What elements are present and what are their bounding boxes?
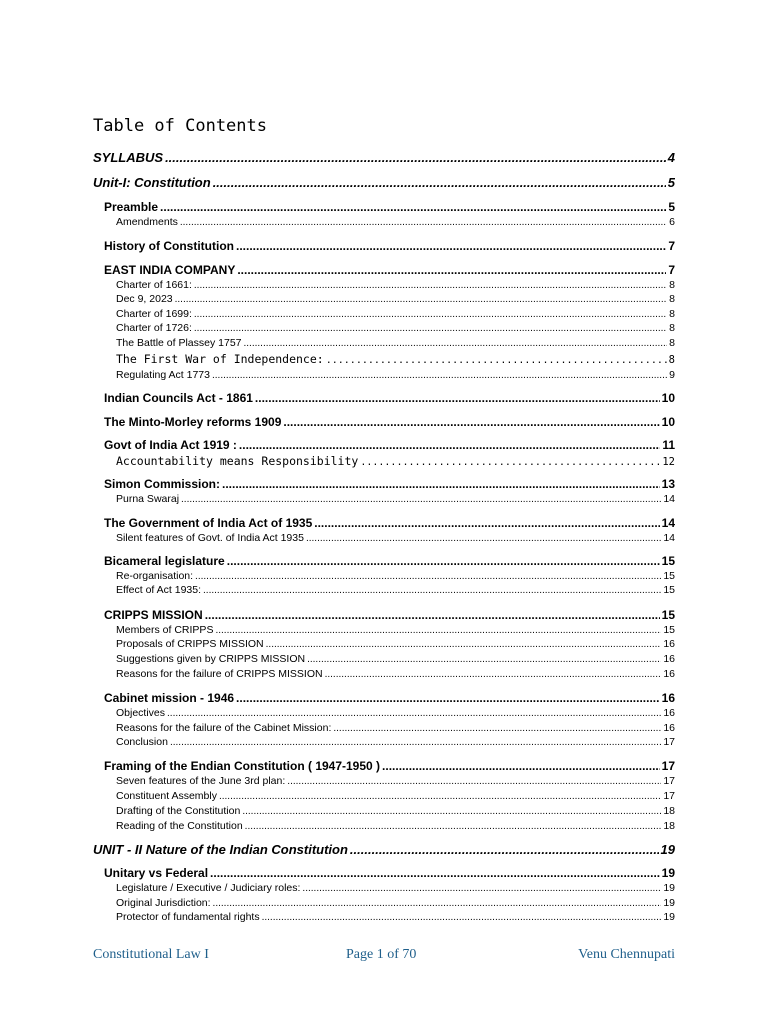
toc-entry[interactable] (116, 911, 675, 923)
toc-leader (255, 391, 660, 405)
toc-entry[interactable] (116, 790, 675, 802)
toc-entry-label: Reasons for the failure of the Cabinet Mission: (116, 722, 332, 734)
toc-leader (287, 775, 661, 787)
toc-page-number: 17 (663, 736, 675, 748)
toc-leader (212, 369, 667, 381)
toc-entry[interactable] (104, 239, 675, 253)
toc-page-number: 15 (663, 624, 675, 636)
toc-entry[interactable] (116, 668, 675, 680)
toc-leader (167, 707, 661, 719)
toc-leader (360, 456, 660, 468)
toc-leader (236, 239, 666, 253)
toc-entry[interactable] (116, 322, 675, 334)
toc-leader (314, 516, 659, 530)
toc-leader (236, 691, 660, 705)
toc-page-number: 13 (661, 477, 675, 491)
toc-page-number: 16 (663, 653, 675, 665)
toc-entry[interactable] (104, 866, 675, 880)
toc-entry-label: Unitary vs Federal (104, 866, 209, 880)
toc-page-number: 17 (663, 775, 675, 787)
toc-leader (283, 415, 659, 429)
toc-leader (205, 608, 660, 622)
toc-entry[interactable] (93, 150, 675, 165)
toc-entry[interactable] (116, 897, 675, 909)
toc-page-number: 16 (663, 638, 675, 650)
toc-page-number: 8 (669, 322, 675, 334)
toc-entry-label: The Battle of Plassey 1757 (116, 337, 242, 349)
toc-entry[interactable] (116, 820, 675, 832)
toc-entry[interactable] (93, 175, 675, 190)
toc-leader (219, 790, 661, 802)
toc-entry[interactable] (116, 624, 675, 636)
toc-entry[interactable] (104, 608, 675, 622)
toc-entry[interactable] (116, 279, 675, 291)
toc-page-number: 18 (663, 805, 675, 817)
toc-entry[interactable] (116, 736, 675, 748)
toc-entry-label: Purna Swaraj (116, 493, 180, 505)
toc-leader (325, 668, 662, 680)
toc-entry-label: Effect of Act 1935: (116, 584, 202, 596)
toc-page-number: 16 (663, 707, 675, 719)
toc-entry-label: EAST INDIA COMPANY (104, 263, 236, 277)
toc-leader (165, 150, 666, 165)
toc-entry-label: Dec 9, 2023 (116, 293, 173, 305)
toc-entry-label: Unit-I: Constitution (93, 175, 211, 190)
toc-leader (181, 493, 661, 505)
toc-entry-label: Preamble (104, 200, 159, 214)
toc-page-number: 8 (669, 308, 675, 320)
toc-entry-label: Charter of 1661: (116, 279, 192, 291)
toc-leader (195, 570, 661, 582)
toc-leader (180, 216, 667, 228)
toc-leader (382, 759, 660, 773)
toc-page-number: 19 (661, 866, 675, 880)
toc-page-number: 19 (663, 911, 675, 923)
toc-leader (245, 820, 662, 832)
footer-course-title: Constitutional Law I (93, 947, 209, 962)
toc-entry[interactable] (116, 293, 675, 305)
toc-entry-label: Amendments (116, 216, 178, 228)
toc-page-number: 5 (668, 200, 675, 214)
toc-page-number: 8 (669, 337, 675, 349)
toc-leader (306, 532, 661, 544)
toc-page-number: 14 (663, 493, 675, 505)
toc-page-number: 16 (663, 668, 675, 680)
toc-entry-label: The Minto-Morley reforms 1909 (104, 415, 282, 429)
toc-entry[interactable] (93, 842, 675, 857)
toc-entry[interactable] (104, 516, 675, 530)
toc-page-number: 19 (663, 882, 675, 894)
toc-entry[interactable] (116, 775, 675, 787)
footer-author: Venu Chennupati (578, 947, 675, 962)
toc-leader (213, 175, 666, 190)
toc-leader (203, 584, 661, 596)
toc-page-number: 4 (667, 150, 675, 165)
toc-leader (215, 624, 661, 636)
toc-entry[interactable] (116, 638, 675, 650)
toc-entry[interactable] (116, 216, 675, 228)
toc-entry-label: Objectives (116, 707, 166, 719)
toc-entry-label: Proposals of CRIPPS MISSION (116, 638, 264, 650)
toc-entry[interactable] (116, 882, 675, 894)
toc-entry-label: Conclusion (116, 736, 168, 748)
toc-entry-label: Reading of the Constitution (116, 820, 243, 832)
toc-entry-label: Silent features of Govt. of India Act 1935 (116, 532, 304, 544)
toc-page-number: 7 (668, 239, 675, 253)
toc-page-number: 6 (669, 216, 675, 228)
toc-entry[interactable] (116, 337, 675, 349)
toc-entry-label: Accountability means Responsibility (116, 454, 359, 468)
toc-entry-label: Govt of India Act 1919 : (104, 438, 237, 452)
toc-leader (242, 805, 661, 817)
toc-entry-label: SYLLABUS (93, 150, 164, 165)
toc-page-number: 14 (663, 532, 675, 544)
toc-entry[interactable] (116, 532, 675, 544)
toc-page-number: 10 (661, 415, 675, 429)
toc-entry-label: The Government of India Act of 1935 (104, 516, 313, 530)
toc-leader (222, 477, 660, 491)
toc-leader (266, 638, 662, 650)
toc-entry[interactable] (116, 308, 675, 320)
toc-entry-label: Simon Commission: (104, 477, 221, 491)
toc-page-number: 18 (663, 820, 675, 832)
toc-entry-label: Framing of the Endian Constitution ( 1947-1950 ) (104, 759, 381, 773)
toc-entry[interactable] (104, 200, 675, 214)
toc-leader (244, 337, 668, 349)
toc-leader (239, 438, 660, 452)
toc-leader (227, 554, 660, 568)
toc-entry-label: Drafting of the Constitution (116, 805, 241, 817)
toc-page-number: 19 (663, 897, 675, 909)
toc-leader (237, 263, 666, 277)
toc-leader (333, 722, 661, 734)
toc-page-number: 15 (661, 554, 675, 568)
toc-entry[interactable] (116, 352, 675, 366)
toc-entry-label: Charter of 1699: (116, 308, 192, 320)
toc-leader (170, 736, 661, 748)
toc-page-number: 12 (662, 456, 675, 468)
toc-entry[interactable] (104, 554, 675, 568)
toc-entry-label: Re-organisation: (116, 570, 194, 582)
toc-entry[interactable] (104, 415, 675, 429)
toc-page-number: 5 (667, 175, 675, 190)
toc-entry-label: Legislature / Executive / Judiciary roles: (116, 882, 301, 894)
toc-page-number: 11 (662, 438, 675, 452)
toc-entry[interactable] (104, 263, 675, 277)
toc-entry[interactable] (116, 493, 675, 505)
toc-page-number: 17 (663, 790, 675, 802)
toc-entry-label: History of Constitution (104, 239, 234, 253)
toc-leader (194, 322, 667, 334)
toc-page-number: 15 (663, 570, 675, 582)
toc-leader (307, 653, 661, 665)
toc-entry-label: Charter of 1726: (116, 322, 192, 334)
toc-page-number: 10 (661, 391, 675, 405)
toc-entry-label: UNIT - II Nature of the Indian Constitution (93, 842, 348, 857)
toc-entry[interactable] (116, 369, 675, 381)
toc-entry-label: Suggestions given by CRIPPS MISSION (116, 653, 306, 665)
toc-page-number: 9 (669, 369, 675, 381)
toc-leader (160, 200, 666, 214)
toc-leader (326, 354, 667, 366)
toc-entry-label: Reasons for the failure of CRIPPS MISSION (116, 668, 323, 680)
toc-page-number: 15 (661, 608, 675, 622)
toc-entry-label: The First War of Independence: (116, 352, 324, 366)
toc-page-number: 17 (661, 759, 675, 773)
footer-page-number: Page 1 of 70 (346, 947, 417, 962)
toc-page-number: 16 (661, 691, 675, 705)
toc-entry-label: CRIPPS MISSION (104, 608, 203, 622)
toc-entry[interactable] (104, 477, 675, 491)
toc-entry-label: Protector of fundamental rights (116, 911, 260, 923)
toc-page-number: 8 (668, 354, 675, 366)
toc-entry-label: Constituent Assembly (116, 790, 217, 802)
toc-page-number: 14 (661, 516, 675, 530)
toc-entry[interactable] (116, 722, 675, 734)
toc-leader (194, 308, 667, 320)
toc-leader (262, 911, 662, 923)
toc-entry-label: Bicameral legislature (104, 554, 225, 568)
toc-entry-label: Regulating Act 1773 (116, 369, 210, 381)
toc-page-number: 8 (669, 279, 675, 291)
toc-entry-label: Cabinet mission - 1946 (104, 691, 235, 705)
toc-page-number: 15 (663, 584, 675, 596)
toc-entry[interactable] (116, 454, 675, 468)
toc-entry-label: Members of CRIPPS (116, 624, 214, 636)
toc-leader (194, 279, 667, 291)
toc-entry[interactable] (104, 759, 675, 773)
toc-page-number: 16 (663, 722, 675, 734)
toc-page-number: 8 (669, 293, 675, 305)
toc-entry[interactable] (116, 805, 675, 817)
toc-entry[interactable] (104, 691, 675, 705)
toc-page-number: 7 (668, 263, 675, 277)
toc-entry-label: Indian Councils Act - 1861 (104, 391, 253, 405)
toc-entry[interactable] (104, 391, 675, 405)
toc-leader (350, 842, 659, 857)
toc-entry[interactable] (116, 584, 675, 596)
toc-entry[interactable] (116, 570, 675, 582)
toc-leader (175, 293, 668, 305)
toc-entry[interactable] (116, 653, 675, 665)
toc-leader (302, 882, 661, 894)
toc-entry-label: Original Jurisdiction: (116, 897, 211, 909)
toc-entry-label: Seven features of the June 3rd plan: (116, 775, 286, 787)
toc-page-number: 19 (660, 842, 675, 857)
toc-entry[interactable] (104, 438, 675, 452)
toc-entry[interactable] (116, 707, 675, 719)
toc-leader (213, 897, 662, 909)
toc-leader (210, 866, 660, 880)
toc-title: Table of Contents (93, 116, 267, 136)
